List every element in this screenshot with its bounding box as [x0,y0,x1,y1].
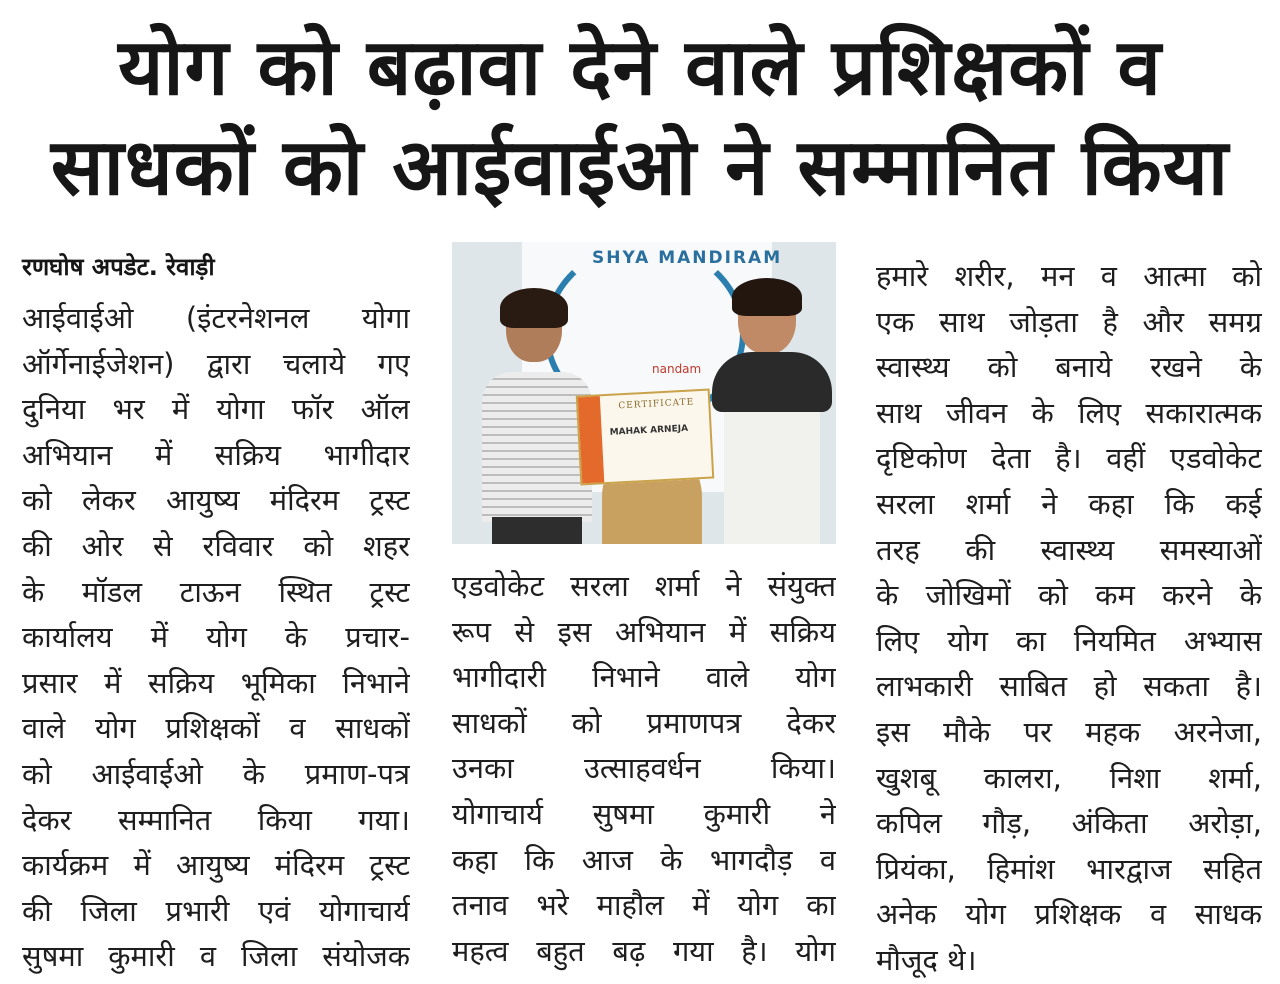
text-line: लिए योग का नियमित अभ्यास [876,623,1262,658]
text-line: योगाचार्य सुषमा कुमारी ने [452,796,836,831]
text-line: की जिला प्रभारी एवं योगाचार्य [22,893,410,928]
text-line: आईवाईओ (इंटरनेशनल योगा [22,301,410,335]
article-column-1 [22,296,410,980]
text-line: देकर सम्मानित किया गया। [22,802,410,837]
text-line: खुशबू कालरा, निशा शर्मा, [876,760,1262,795]
text-line: कार्यालय में योग के प्रचार- [22,620,410,655]
text-line: रूप से इस अभियान में सक्रिय [452,614,836,649]
text-line: हमारे शरीर, मन व आत्मा को [876,259,1262,293]
text-line: के जोखिमों को कम करने के [876,578,1262,613]
certificate-name: MAHAK ARNEJA [609,423,689,438]
news-photo [452,242,836,544]
text-line: सुषमा कुमारी व जिला संयोजक [22,939,410,974]
text-line: साधकों को प्रमाणपत्र देकर [452,705,836,740]
text-line: एक साथ जोड़ता है और समग्र [876,304,1262,339]
text-line: सरला शर्मा ने कहा कि कई [876,486,1262,521]
text-line: को लेकर आयुष्य मंदिरम ट्रस्ट [22,483,410,518]
text-line: की ओर से रविवार को शहर [22,528,410,563]
text-line: कपिल गौड़, अंकिता अरोड़ा, [876,806,1262,841]
person-left [472,292,592,544]
text-line: को आईवाईओ के प्रमाण-पत्र [22,756,410,791]
text-line: इस मौके पर महक अरनेजा, [876,714,1262,749]
person-right [712,282,832,544]
text-line: दुनिया भर में योगा फॉर ऑल [22,392,410,427]
certificate-title: CERTIFICATE [618,397,695,412]
text-line: स्वास्थ्य को बनाये रखने के [876,350,1262,385]
banner-text: SHYA MANDIRAM [592,248,783,268]
text-line: मौजूद थे। [876,942,977,977]
headline [20,18,1260,218]
text-line: अनेक योग प्रशिक्षक व साधक [876,897,1262,932]
headline-line-1: योग को बढ़ावा देने वाले प्रशिक्षकों व [118,23,1162,113]
text-line: भागीदारी निभाने वाले योग [452,660,836,695]
article-column-2 [452,564,836,974]
text-line: एडवोकेट सरला शर्मा ने संयुक्त [452,569,836,603]
banner-subtext: nandam [652,362,702,376]
text-line: तरह की स्वास्थ्य समस्याओं [876,532,1262,567]
text-line: उनका उत्साहवर्धन किया। [452,751,836,786]
text-line: तनाव भरे माहौल में योग का [452,888,836,923]
text-line: अभियान में सक्रिय भागीदार [22,437,410,472]
text-line: दृष्टिकोण देता है। वहीं एडवोकेट [876,441,1262,476]
text-line: के मॉडल टाऊन स्थित ट्रस्ट [22,574,410,609]
headline-line-2: साधकों को आईवाईओ ने सम्मानित किया [50,123,1230,213]
text-line: लाभकारी साबित हो सकता है। [876,669,1262,704]
text-line: प्रसार में सक्रिय भूमिका निभाने [22,665,410,700]
text-line: महत्व बहुत बढ़ गया है। योग [452,933,836,968]
article-column-3 [876,254,1262,984]
text-line: साथ जीवन के लिए सकारात्मक [876,395,1262,430]
text-line: ऑर्गेनाईजेशन) द्वारा चलाये गए [22,346,410,381]
text-line: कार्यक्रम में आयुष्य मंदिरम ट्रस्ट [22,848,410,883]
text-line: वाले योग प्रशिक्षकों व साधकों [22,711,410,746]
certificate [576,389,715,486]
dateline: रणघोष अपडेट. रेवाड़ी [22,253,215,281]
text-line: प्रियंका, हिमांश भारद्वाज सहित [876,851,1262,886]
text-line: कहा कि आज के भागदौड़ व [452,842,836,877]
